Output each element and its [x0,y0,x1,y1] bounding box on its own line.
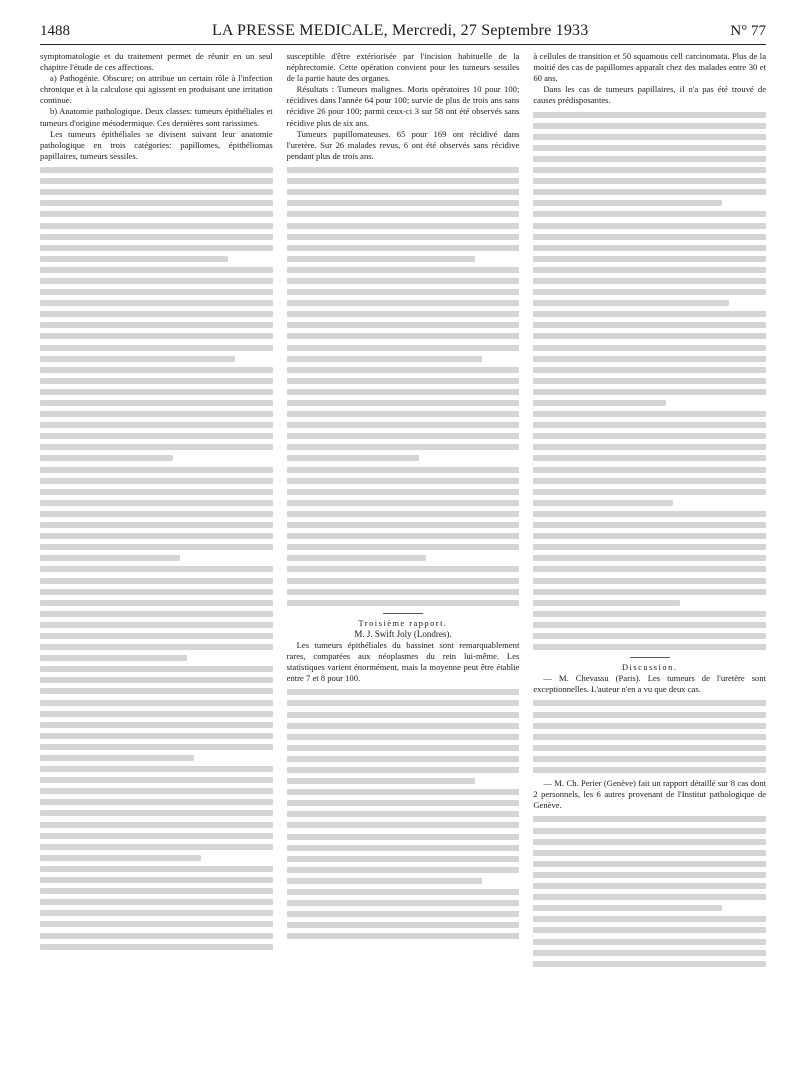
text-line [533,433,766,439]
text-line [287,566,520,572]
text-line [40,289,273,295]
text-line [40,367,273,373]
text-line [287,889,520,895]
text-line [287,578,520,584]
text-line [40,833,273,839]
text-line [40,345,273,351]
text-line [533,872,766,878]
section-divider [630,657,670,658]
text-line [40,844,273,850]
issue-number: N° 77 [730,23,766,39]
text-line [287,400,520,406]
text-line [287,522,520,528]
text-line [40,688,273,694]
text-line [287,867,520,873]
text-line [40,566,273,572]
text-line [533,555,766,561]
text-line [287,756,520,762]
text-line [533,300,728,306]
text-line [287,856,520,862]
text-line [533,178,766,184]
body-text-lines [287,689,520,939]
text-line [533,850,766,856]
text-line [40,167,273,173]
text-line [287,289,520,295]
text-line [40,877,273,883]
column-1 [40,51,273,972]
text-line [40,234,273,240]
text-line [40,300,273,306]
paragraph: Les tumeurs épithéliales du bassinet sont remarquablement rares, comparées aux néoplasmes du rein lui-même. Les statistiques varient énormément, mais la moyenne peut être établie entre 7 et 8 pour 100. [286,639,520,684]
text-line [40,766,273,772]
text-line [287,734,520,740]
text-line [40,422,273,428]
text-line [287,189,520,195]
text-line [533,622,766,628]
text-line [287,700,520,706]
text-line [40,822,273,828]
text-line [40,611,273,617]
text-line [533,189,766,195]
text-line [287,845,520,851]
text-line [287,322,520,328]
text-line [533,322,766,328]
body-text-lines [533,816,766,966]
text-line [287,767,520,773]
text-line [287,411,520,417]
text-line [287,911,520,917]
text-line [40,644,273,650]
text-line [287,778,475,784]
text-line [533,745,766,751]
text-line [40,400,273,406]
text-line [40,378,273,384]
text-line [287,500,520,506]
text-line [533,289,766,295]
text-line [40,933,273,939]
paragraph: Les tumeurs épithéliales se divisent suivant leur anatomie pathologique en trois catégories: papillomes, épithéliomas papillaires, tumeurs sessiles. [40,128,273,161]
text-line [40,888,273,894]
text-line [287,389,520,395]
text-line [287,356,482,362]
text-line [40,866,273,872]
text-line [533,211,766,217]
text-line [533,422,766,428]
text-line [40,855,201,861]
text-line [40,777,273,783]
text-line [533,333,766,339]
journal-header [212,22,589,40]
text-line [287,300,520,306]
text-line [287,267,520,273]
text-line [40,677,273,683]
text-line [533,566,766,572]
text-line [40,245,273,251]
text-line [533,356,766,362]
text-line [533,700,766,706]
text-line [287,478,520,484]
text-line [287,723,520,729]
text-line [533,278,766,284]
text-line [533,367,766,373]
text-line [40,899,273,905]
text-line [533,723,766,729]
text-line [533,389,766,395]
text-line [40,211,273,217]
text-line [40,755,194,761]
paragraph: Tumeurs papillomateuses. 65 pour 169 ont récidivé dans l'uretère. Sur 26 malades revus, 6 ont été observés sans récidive pendant plus de trois ans. [286,128,520,161]
text-line [40,489,273,495]
text-line [287,834,520,840]
text-line [40,522,273,528]
text-line [533,734,766,740]
text-line [40,311,273,317]
text-line [287,223,520,229]
text-line [40,467,273,473]
text-line [40,810,273,816]
text-line [287,211,520,217]
text-line [287,589,520,595]
text-line [533,894,766,900]
issue-date: Mercredi, 27 Septembre 1933 [391,22,589,39]
text-line [287,245,520,251]
journal-title: LA PRESSE MEDICALE, [211,22,388,39]
text-line [533,511,766,517]
text-line [533,400,666,406]
text-line [533,828,766,834]
text-line [533,489,766,495]
text-line [533,578,766,584]
text-line [533,950,766,956]
text-line [533,816,766,822]
text-line [40,944,273,950]
text-line [533,123,766,129]
text-line [533,444,766,450]
text-line [287,367,520,373]
text-line [40,910,273,916]
text-line [40,189,273,195]
text-line [40,223,273,229]
text-line [287,933,520,939]
text-line [533,522,766,528]
text-line [40,411,273,417]
text-line [533,533,766,539]
text-line [533,544,766,550]
text-line [40,433,273,439]
text-line [533,167,766,173]
text-line [287,178,520,184]
text-line [533,467,766,473]
text-line [533,411,766,417]
text-line [533,145,766,151]
text-line [40,555,180,561]
text-line [40,799,273,805]
text-line [533,916,766,922]
text-line [40,444,273,450]
text-line [40,356,235,362]
text-line [533,712,766,718]
text-line [287,278,520,284]
text-line [40,788,273,794]
text-line [533,500,673,506]
text-line [533,134,766,140]
text-line [287,234,520,240]
text-line [40,278,273,284]
text-line [40,455,173,461]
text-line [533,311,766,317]
column-3 [533,51,766,972]
text-line [287,167,520,173]
text-line [40,178,273,184]
text-line [40,533,273,539]
text-line [533,883,766,889]
paragraph: b) Anatomie pathologique. Deux classes: tumeurs épithéliales et tumeurs d'origine mésodermique. Ces dernières sont rarissimes. [40,106,273,128]
text-line [533,223,766,229]
body-text-lines [533,700,766,773]
text-line [40,666,273,672]
text-line [40,744,273,750]
text-line [533,156,766,162]
text-line [533,644,766,650]
text-line [533,611,766,617]
text-line [40,921,273,927]
text-line [287,800,520,806]
text-line [40,200,273,206]
text-line [287,689,520,695]
running-header [40,22,766,45]
text-line [40,544,273,550]
text-line [533,112,766,118]
text-line [287,878,482,884]
body-text-lines [40,167,273,950]
text-line [40,322,273,328]
text-line [287,922,520,928]
text-line [287,533,520,539]
text-line [287,345,520,351]
text-line [287,333,520,339]
text-line [40,267,273,273]
text-line [287,200,520,206]
text-line [533,245,766,251]
paragraph: a) Pathogénie. Obscure; on attribue un certain rôle à l'infection chronique et à la calculose qui agissent en produisant une irritation continue. [40,73,273,106]
paragraph: susceptible d'être extériorisée par l'incision habituelle de la néphrectomie. Cette opération convient pour les tumeurs sessiles de la partie haute des organes. [286,51,520,84]
text-line [533,861,766,867]
text-line [40,622,273,628]
text-line [287,444,520,450]
text-line [287,555,427,561]
text-line [533,905,721,911]
text-line [287,433,520,439]
text-line [533,345,766,351]
text-line [533,256,766,262]
paragraph: — M. Chevassu (Paris). Les tumeurs de l'uretère sont exceptionnelles. L'auteur n'en a vu que deux cas. [533,673,767,695]
text-line [40,600,273,606]
text-line [40,511,273,517]
text-line [40,589,273,595]
text-line [533,927,766,933]
column-2 [287,51,520,972]
text-line [533,200,721,206]
text-line [533,378,766,384]
text-line [287,378,520,384]
paragraph: — M. Ch. Perier (Genève) fait un rapport détaillé sur 8 cas dont 2 personnels, les 6 autres provenant de l'Institut pathologique de Genève. [533,778,767,811]
paragraph: Résultats : Tumeurs malignes. Morts opératoires 10 pour 100; récidives dans l'année 64 pour 100; survie de plus de trois ans sans récidive 26 pour 100; parmi ceux-ci 3 sur 58 ont été observés sans récidive plus de six ans. [286,84,520,128]
text-line [40,711,273,717]
section-title: Troisième rapport. [358,618,448,628]
section-divider [383,613,423,614]
text-line [533,633,766,639]
text-columns [40,51,766,972]
text-line [287,544,520,550]
text-line [40,733,273,739]
text-line [287,822,520,828]
text-line [533,961,766,967]
text-line [40,700,273,706]
page-number: 1488 [40,23,70,39]
text-line [533,939,766,945]
body-text-lines [287,167,520,606]
text-line [533,267,766,273]
text-line [533,756,766,762]
text-line [533,455,766,461]
text-line [533,839,766,845]
text-line [287,467,520,473]
text-line [287,745,520,751]
text-line [287,311,520,317]
text-line [287,600,520,606]
text-line [533,600,680,606]
text-line [287,511,520,517]
text-line [40,578,273,584]
text-line [40,389,273,395]
text-line [287,455,420,461]
paragraph: symptomatologie et du traitement permet de réunir en un seul chapitre l'étude de ces affections. [40,51,273,73]
section-author: M. J. Swift Joly (Londres). [354,628,452,639]
text-line [287,712,520,718]
text-line [533,589,766,595]
text-line [40,655,187,661]
text-line [287,811,520,817]
body-text-lines [533,112,766,651]
text-line [40,722,273,728]
paragraph: à cellules de transition et 50 squamous cell carcinomata. Plus de la moitié des cas de papillomes apparaît chez des malades entre 30 et 60 ans. [533,51,767,84]
text-line [40,500,273,506]
text-line [287,900,520,906]
text-line [287,422,520,428]
text-line [533,234,766,240]
text-line [287,489,520,495]
text-line [533,478,766,484]
text-line [287,256,475,262]
text-line [40,633,273,639]
text-line [287,789,520,795]
text-line [40,478,273,484]
text-line [40,333,273,339]
paragraph: Dans les cas de tumeurs papillaires, il n'a pas été trouvé de causes prédisposantes. [533,84,767,106]
section-title: Discussion. [622,663,678,673]
text-line [533,767,766,773]
text-line [40,256,228,262]
